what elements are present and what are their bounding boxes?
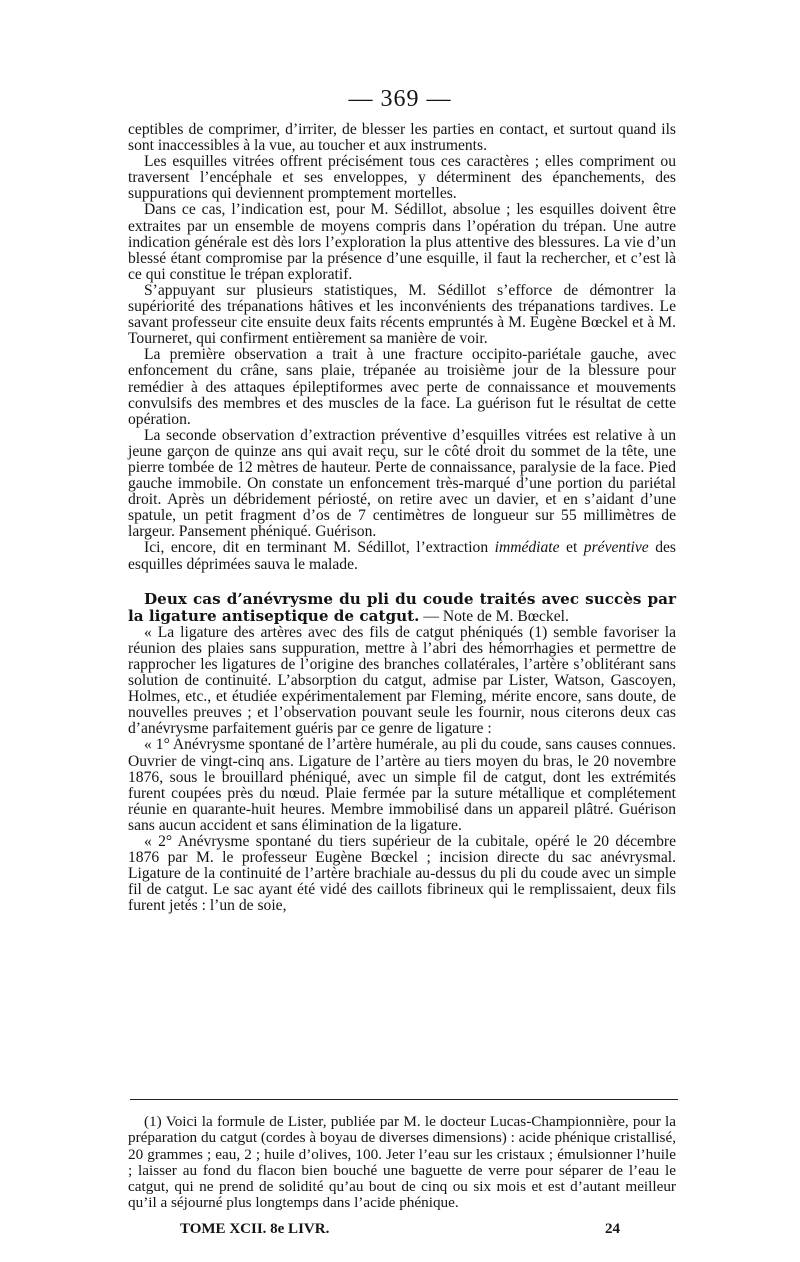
- conclusion-paragraph: [128, 540, 676, 572]
- main-text: [128, 122, 676, 915]
- emphasis-preventive: préventive: [583, 539, 649, 557]
- emphasis-immediate: immédiate: [494, 539, 560, 557]
- section-spacer: [128, 573, 676, 591]
- footnote-divider: [130, 1099, 678, 1100]
- footer-signature: 24: [605, 1221, 620, 1237]
- section-note: — Note de M. Bœckel.: [419, 607, 569, 625]
- conclusion-text: et: [559, 539, 584, 557]
- section-heading-paragraph: [128, 591, 676, 625]
- paragraph: « 2° Anévrysme spontané du tiers supérieur de la cubitale, opéré le 20 décembre 1876 par M. le professeur Eugène Bœckel ; incision directe du sac anévrysmal. Ligature de la continuité de l’artère brachiale au-dessus du pli du coude avec un simple fil de catgut. Le sac ayant été vidé des caillots fibrineux qui le remplissaient, deux fils furent jetés : l’un de soie,: [128, 833, 676, 915]
- footnote: [128, 1114, 676, 1212]
- conclusion-text: Ici, encore, dit en terminant M. Sédillot, l’extraction: [144, 539, 495, 557]
- paragraph: S’appuyant sur plusieurs statistiques, M. Sédillot s’efforce de démontrer la supériorité des trépanations hâtives et les inconvénients des trépanations tardives. Le savant professeur cite ensuite deux faits récents empruntés à M. Eugène Bœckel et à M. Tourneret, qui confirment entièrement sa manière de voir.: [128, 281, 676, 348]
- conclusion-text: des esquilles déprimées sauva le malade.: [128, 539, 676, 573]
- paragraph: « 1° Anévrysme spontané de l’artère humérale, au pli du coude, sans causes connues. Ouvrier de vingt-cinq ans. Ligature de l’artère au tiers moyen du bras, le 20 novembre 1876, sous le brouillard phéniqué, avec un simple fil de catgut, dont les extrémités furent coupées près du nœud. Plaie fermée par la suture métallique et complétement réunie en quarante-huit heures. Membre immobilisé dans un appareil plâtré. Guérison sans aucun accident et sans élimination de la ligature.: [128, 736, 676, 834]
- footer-volume: TOME XCII. 8e LIVR.: [180, 1221, 330, 1237]
- paragraph: ceptibles de comprimer, d’irriter, de blesser les parties en contact, et surtout quand ils sont inaccessibles à la vue, au toucher et aux instruments.: [128, 121, 676, 155]
- paragraph: Les esquilles vitrées offrent précisément tous ces caractères ; elles compriment ou traversent l’encéphale et ses enveloppes, y déterminent des épanchements, des suppurations qui deviennent promptement mortelles.: [128, 153, 676, 203]
- paragraph: « La ligature des artères avec des fils de catgut phéniqués (1) semble favoriser la réunion des plaies sans suppuration, mettre à l’abri des hémorrhagies et permettre de rapprocher les ligatures de l’origine des branches collatérales, l’artère s’oblitérant sans solution de continuité. L’absorption du catgut, admise par Lister, Watson, Gascoyen, Holmes, etc., et étudiée expérimentalement par Fleming, mérite encore, sans doute, de nouvelles preuves ; et l’observation pouvant seule les fournir, nous citerons deux cas d’anévrysme parfaitement guéris par ce genre de ligature :: [128, 623, 676, 738]
- page-number: — 369 —: [348, 86, 452, 112]
- paragraph: La seconde observation d’extraction préventive d’esquilles vitrées est relative à un jeune garçon de quinze ans qui avait reçu, sur le côté droit du sommet de la tête, une pierre tombée de 12 mètres de hauteur. Perte de connaissance, paralysie de la face. Pied gauche immobile. On constate un enfoncement très-marqué d’une portion du pariétal droit. Après un débridement périosté, on retire avec un davier, et en s’aidant d’une spatule, un petit fragment d’os de 7 centimètres de longueur sur 55 millimètres de largeur. Pansement phéniqué. Guérison.: [128, 426, 676, 541]
- paragraph: La première observation a trait à une fracture occipito-pariétale gauche, avec enfoncement du crâne, sans plaie, trépanée au troisième jour de la blessure pour remédier à des attaques épileptiformes avec perte de connaissance et mouvements convulsifs des membres et des muscles de la face. La guérison fut le résultat de cette opération.: [128, 346, 676, 428]
- section-heading: Deux cas d’anévrysme du pli du coude traités avec succès par la ligature antiseptique de catgut.: [128, 589, 676, 625]
- page-footer: [180, 1221, 620, 1238]
- footnote-text: (1) Voici la formule de Lister, publiée par M. le docteur Lucas-Championnière, pour la préparation du catgut (cordes à boyau de diverses dimensions) : acide phénique cristallisé, 20 grammes ; eau, 2 ; huile d’olives, 100. Jeter l’eau sur les cristaux ; émulsionner l’huile ; laisser au fond du flacon bien bouché une baguette de verre pour séparer de l’eau le catgut, qui ne prend de solidité qu’au bout de cinq ou six mois et est d’autant meilleur qu’il a séjourné plus longtemps dans l’acide phénique.: [128, 1113, 676, 1212]
- paragraph: Dans ce cas, l’indication est, pour M. Sédillot, absolue ; les esquilles doivent être extraites par un ensemble de moyens compris dans l’opération du trépan. Une autre indication générale est dès lors l’exploration la plus attentive des blessures. La vie d’un blessé étant compromise par la présence d’une esquille, il faut la rechercher, et c’est là ce qui constitue le trépan exploratif.: [128, 201, 676, 283]
